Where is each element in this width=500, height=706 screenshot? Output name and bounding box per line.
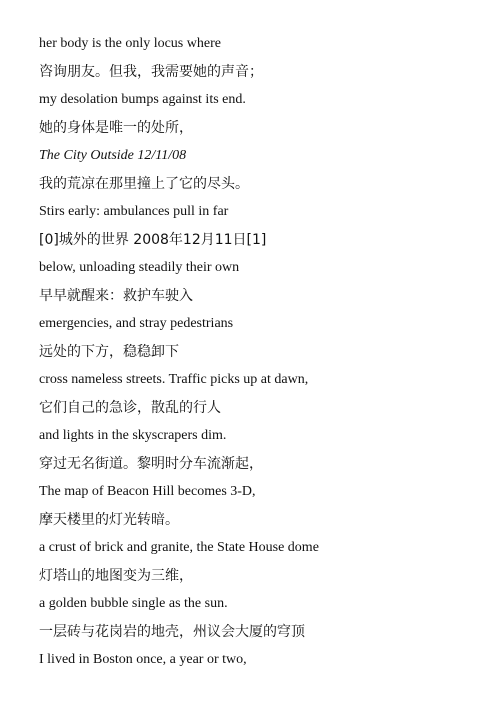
text-line: a crust of brick and granite, the State House dome — [39, 540, 319, 555]
text-line: The City Outside 12/11/08 — [39, 148, 187, 163]
text-line: 穿过无名街道。黎明时分车流渐起， — [39, 456, 263, 472]
text-line: 摩天楼里的灯光转暗。 — [39, 512, 179, 528]
text-line: cross nameless streets. Traffic picks up at dawn, — [39, 372, 309, 387]
text-line: 灯塔山的地图变为三维， — [39, 568, 193, 584]
text-line: her body is the only locus where — [39, 36, 221, 51]
text-line: a golden bubble single as the sun. — [39, 596, 228, 611]
text-line: I lived in Boston once, a year or two, — [39, 652, 247, 667]
text-line: below, unloading steadily their own — [39, 260, 240, 275]
text-line: 我的荒凉在那里撞上了它的尽头。 — [39, 176, 249, 192]
text-line: 咨询朋友。但我，我需要她的声音； — [39, 64, 263, 80]
text-line: The map of Beacon Hill becomes 3-D, — [39, 484, 256, 499]
text-line: [0]城外的世界 2008年12月11日[1] — [39, 232, 267, 248]
text-line: 一层砖与花岗岩的地壳，州议会大厦的穹顶 — [39, 624, 305, 640]
text-line: and lights in the skyscrapers dim. — [39, 428, 227, 443]
text-line: emergencies, and stray pedestrians — [39, 316, 234, 331]
text-line: 它们自己的急诊，散乱的行人 — [39, 400, 221, 416]
text-line: my desolation bumps against its end. — [39, 92, 246, 107]
text-line: 早早就醒来：救护车驶入 — [39, 288, 193, 304]
text-line: Stirs early: ambulances pull in far — [39, 204, 229, 219]
text-line: 她的身体是唯一的处所， — [39, 120, 193, 136]
text-line: 远处的下方，稳稳卸下 — [39, 344, 179, 360]
